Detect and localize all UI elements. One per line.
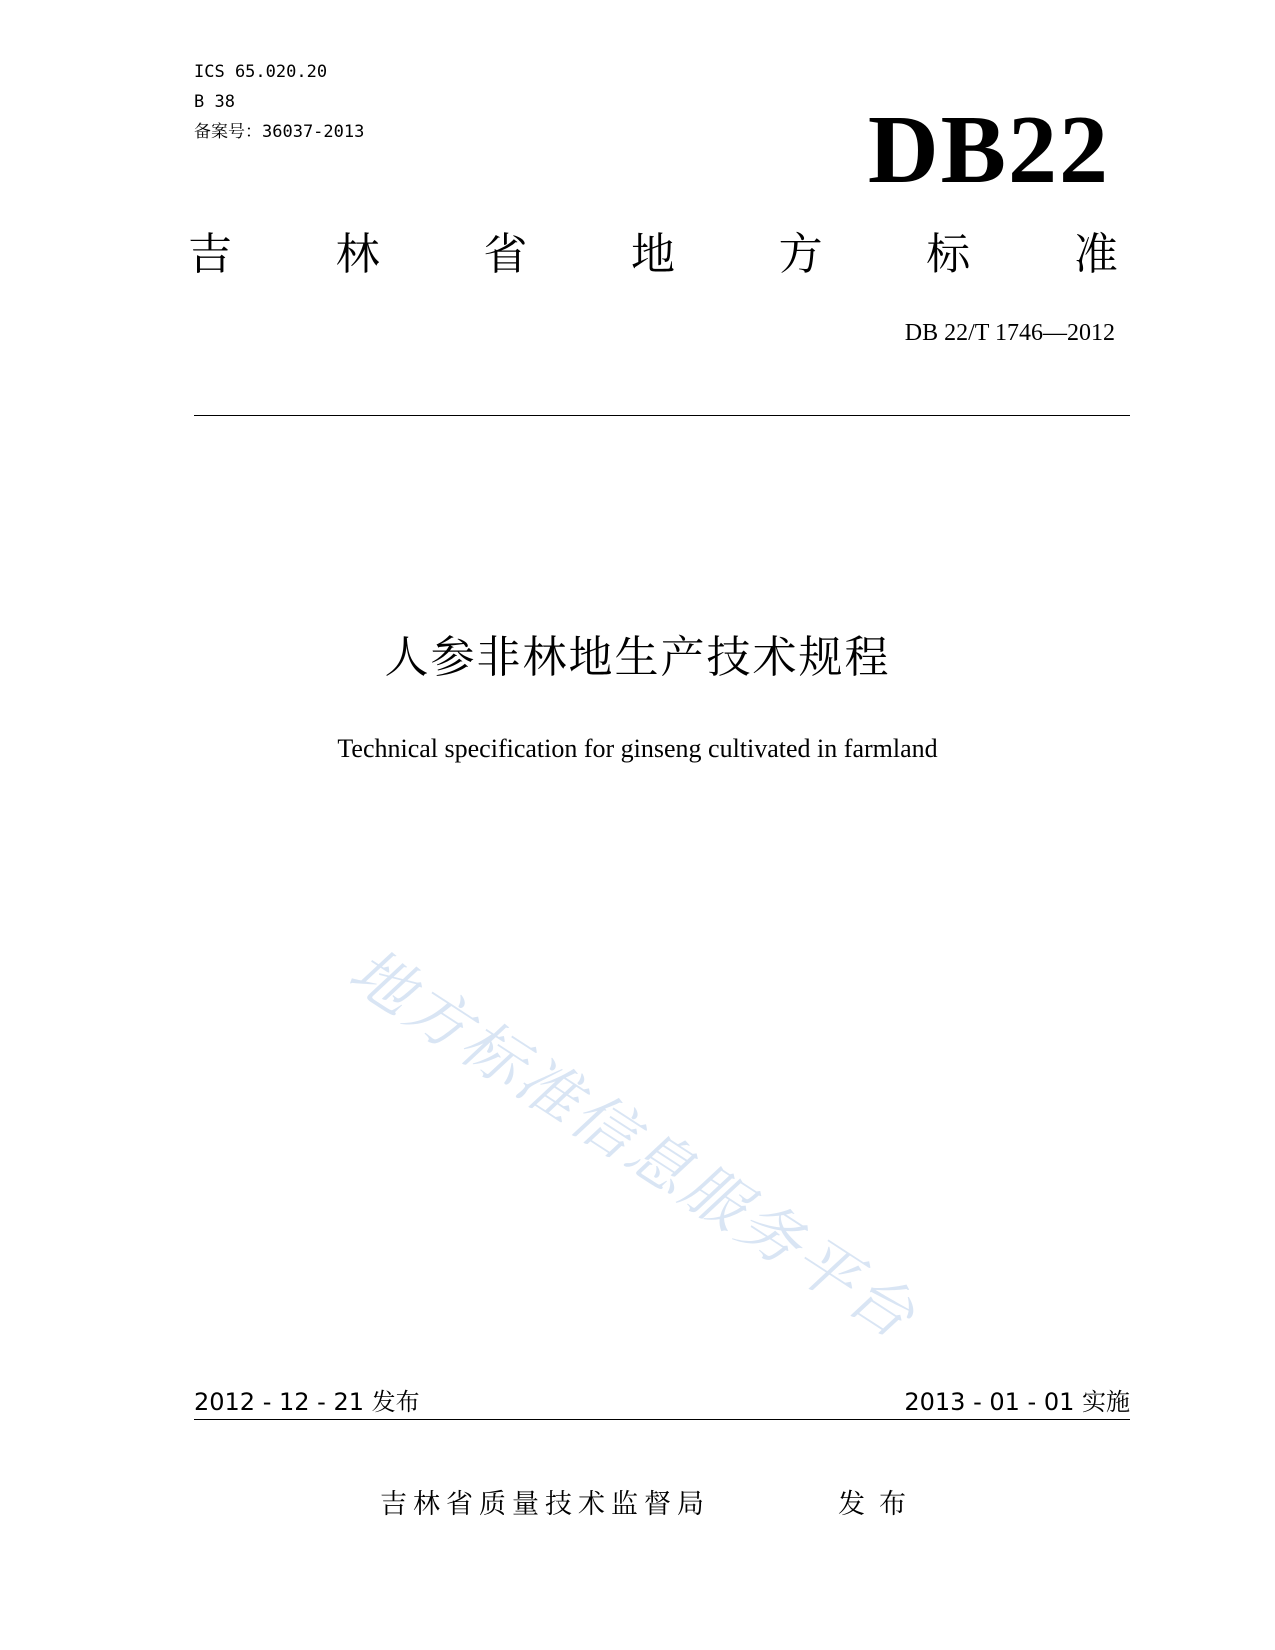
standard-type-char: 省 bbox=[483, 229, 528, 280]
title-english: Technical specification for ginseng cultivated in farmland bbox=[337, 734, 938, 763]
header-divider bbox=[194, 415, 1130, 416]
date-divider bbox=[194, 1419, 1130, 1420]
watermark-text: 地方标准信息服务平台 bbox=[336, 933, 931, 1355]
standard-type-char: 标 bbox=[926, 229, 971, 280]
record-number: 备案号：36037-2013 bbox=[194, 122, 365, 142]
standard-type-char: 方 bbox=[778, 229, 823, 280]
standard-type-char: 林 bbox=[335, 229, 380, 280]
ics-code: ICS 65.020.20 bbox=[194, 62, 328, 82]
standard-type-char: 吉 bbox=[188, 229, 232, 280]
publish-date: 2012 - 12 - 21 发布 bbox=[194, 1388, 420, 1416]
ccs-code: B 38 bbox=[194, 92, 235, 112]
standard-type-heading bbox=[188, 225, 1118, 285]
issuer-name: 吉林省质量技术监督局 bbox=[380, 1489, 710, 1520]
db-logo: DB22 bbox=[867, 96, 1110, 204]
title-chinese: 人参非林地生产技术规程 bbox=[384, 632, 891, 683]
issue-label: 发布 bbox=[838, 1489, 920, 1520]
implement-date: 2013 - 01 - 01 实施 bbox=[904, 1388, 1130, 1416]
standard-type-char: 准 bbox=[1073, 229, 1118, 280]
standard-number: DB 22/T 1746—2012 bbox=[904, 320, 1115, 346]
standard-type-char: 地 bbox=[630, 229, 675, 280]
